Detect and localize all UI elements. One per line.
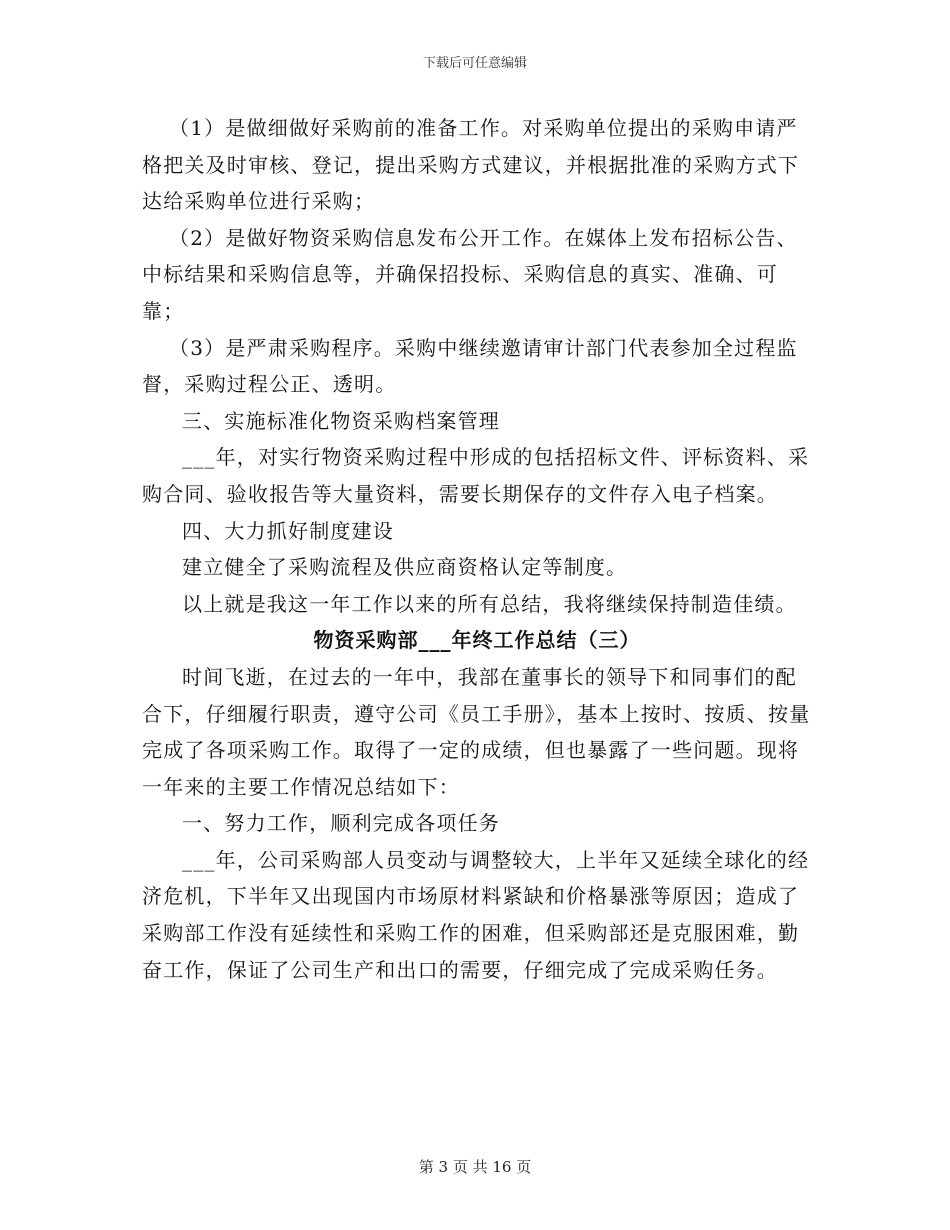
section-title: 物资采购部___年终工作总结（三） (313, 628, 641, 653)
page-header: 下载后可任意编辑 (422, 56, 527, 71)
paragraph-archive: ___年，对实行物资采购过程中形成的包括招标文件、评标资料、采购合同、验收报告等大量资料，需要长期保存的文件存入电子档案。 (142, 445, 810, 506)
document-body (142, 110, 812, 988)
paragraph-tasks: ___年，公司采购部人员变动与调整较大，上半年又延续全球化的经济危机，下半年又出现国内市场原材料紧缺和价格暴涨等原因；造成了采购部工作没有延续性和采购工作的困难，但采购部还是克服困难，勤奋工作，保证了公司生产和出口的需要，仔细完成了完成采购任务。 (142, 847, 810, 982)
section-heading-4: 四、大力抓好制度建设 (182, 518, 394, 543)
page-footer: 第 3 页 共 16 页 (418, 1158, 532, 1176)
paragraph-item-3: （3）是严肃采购程序。采购中继续邀请审计部门代表参加全过程监督，采购过程公正、透明。 (142, 335, 798, 397)
paragraph-item-1: （1）是做细做好采购前的准备工作。对采购单位提出的采购申请严格把关及时审核、登记，提出采购方式建议，并根据批准的采购方式下达给采购单位进行采购； (142, 116, 800, 214)
paragraph-item-2: （2）是做好物资采购信息发布公开工作。在媒体上发布招标公告、中标结果和采购信息等，并确保招投标、采购信息的真实、准确、可靠； (142, 225, 798, 323)
paragraph-closing: 以上就是我这一年工作以来的所有总结，我将继续保持制造佳绩。 (182, 591, 797, 616)
paragraph-intro: 时间飞逝，在过去的一年中，我部在董事长的领导下和同事们的配合下，仔细履行职责，遵守公司《员工手册》，基本上按时、按质、按量完成了各项采购工作。取得了一定的成绩，但也暴露了一些问题。现将一年来的主要工作情况总结如下： (142, 664, 811, 799)
paragraph-system: 建立健全了采购流程及供应商资格认定等制度。 (182, 555, 628, 580)
section-heading-3: 三、实施标准化物资采购档案管理 (182, 408, 500, 433)
section-heading-1: 一、努力工作，顺利完成各项任务 (182, 811, 500, 836)
